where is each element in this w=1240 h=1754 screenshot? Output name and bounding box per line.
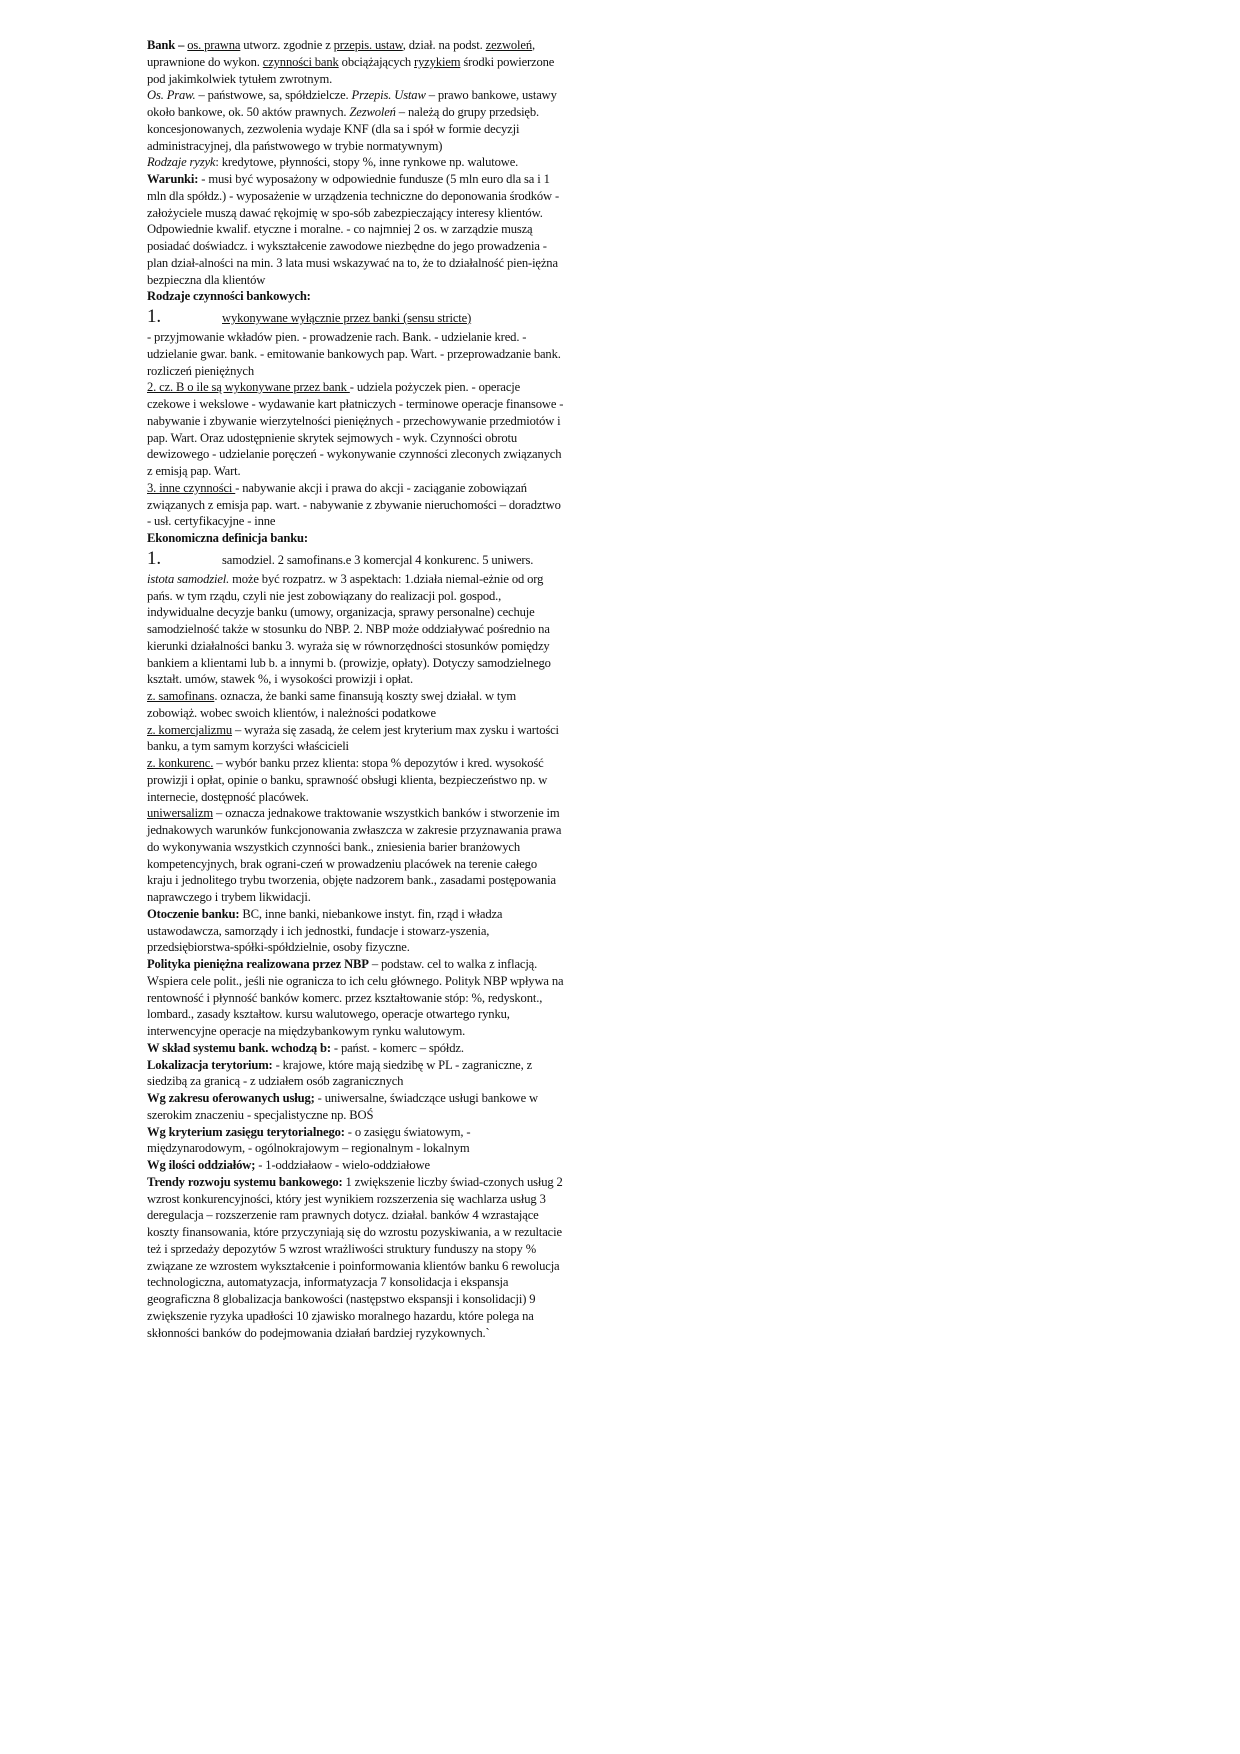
- item-number: 1.: [147, 547, 161, 569]
- underlined-term: czynności bank: [262, 54, 339, 69]
- bold-heading: Wg kryterium zasięgu terytorialnego:: [147, 1124, 345, 1139]
- text-run: – państwowe, sa, spółdzielcze.: [195, 88, 352, 103]
- underlined-term: 3. inne czynności: [147, 480, 236, 495]
- bold-heading: W skład systemu bank. wchodzą b:: [147, 1040, 331, 1055]
- bold-heading: Lokalizacja terytorium:: [147, 1057, 273, 1072]
- legal-forms-paragraph: [147, 87, 565, 154]
- bold-heading: Wg zakresu oferowanych usług;: [147, 1091, 315, 1105]
- term-bank: Bank –: [147, 38, 188, 52]
- underlined-term: zezwoleń: [485, 38, 532, 52]
- risk-types-paragraph: [147, 154, 565, 171]
- commercialism-paragraph: [147, 722, 565, 756]
- text-run: - udziela pożyczek pien. - operacje czekowe i wekslowe - wydawanie kart płatniczych - terminowe operacje finansowe - nabywanie i zbywanie wierzytelności pieniężnych - przechowywanie przedmiotów i pap. Wart. Oraz udostępnienie skrytek sejmowych - wyk. Czynności obrotu dewizowego - udzielanie poręczeń - wykonywanie czynności zleconych związanych z emisją pap. Wart.: [147, 380, 564, 478]
- numbered-item-principles: [147, 547, 565, 571]
- self-financing-paragraph: [147, 688, 565, 722]
- conditions-paragraph: [147, 171, 565, 288]
- text-column: [147, 37, 565, 1341]
- bank-definition: [147, 37, 565, 87]
- underlined-term: ryzykiem: [414, 54, 461, 69]
- bold-heading: Trendy rozwoju systemu bankowego:: [147, 1174, 343, 1189]
- text-run: obciążających: [338, 54, 415, 69]
- underlined-term: z. samofinans: [147, 689, 215, 703]
- text-run: utworz. zgodnie z: [240, 38, 334, 52]
- system-composition-paragraph: [147, 1040, 565, 1057]
- branches-paragraph: [147, 1157, 565, 1174]
- underlined-term: przepis. ustaw: [333, 38, 403, 52]
- strict-activities-list: - przyjmowanie wkładów pien. - prowadzenie rach. Bank. - udzielanie kred. - udzielanie gwar. bank. - emitowanie bankowych pap. Wart. - przeprowadzanie bank. rozliczeń pieniężnych: [147, 330, 561, 378]
- text-run: – wyraża się zasadą, że celem jest kryterium max zysku i wartości banku, a tym samym korzyści właścicieli: [147, 722, 559, 754]
- monetary-policy-paragraph: [147, 956, 565, 1040]
- text-run: BC, inne banki, niebankowe instyt. fin, rząd i władza ustawodawcza, samorządy i ich jednostki, fundacje i stowarz-yszenia, przedsiębiorstwa-spółki-spółdzielnie, osoby fizyczne.: [147, 906, 503, 955]
- italic-term: istota samodziel.: [147, 571, 230, 586]
- text-run: . oznacza, że banki same finansują koszty swej działal. w tym zobowiąż. wobec swoich klientów, i należności podatkowe: [147, 689, 517, 720]
- text-run: - 1-oddziałaow - wielo-oddziałowe: [255, 1158, 430, 1172]
- bold-heading: Wg ilości oddziałów;: [147, 1158, 256, 1172]
- underlined-term: z. konkurenc.: [147, 756, 214, 770]
- location-paragraph: [147, 1057, 565, 1091]
- italic-term: Rodzaje ryzyk: [147, 155, 216, 170]
- independence-paragraph: [147, 571, 565, 688]
- text-run: – oznacza jednakowe traktowanie wszystkich banków i stworzenie im jednakowych warunków funkcjonowania zwłaszcza w zakresie przyznawania prawa do wykonywania wszystkich czynności bank., zniesienia barier branżowych kompetencyjnych, brak ograni-czeń w prowadzeniu placówek na terenie całego kraju i jednolitego trybu tworzenia, objęte nadzorem bank., zasadami postępowania naprawczego i trybem likwidacji.: [147, 806, 562, 904]
- text-run: 1 zwiększenie liczby świad-czonych usług 2 wzrost konkurencyjności, który jest wynikiem rozszerzenia się wachlarza usług 3 deregulacja – rozszerzenie ram prawnych dotycz. działal. banków 4 wzrastające koszty finansowania, które przyczyniają się do wzrostu pozyskiwania, a w rezultacie też i sprzedaży depozytów 5 wzrost wrażliwości struktury funduszy na stopy % związane ze wzrostem wykształcenie i poinformowania klientów banku 6 rewolucja technologiczna, automatyzacja, informatyzacja 7 konsolidacja i ekspansja geograficzna 8 globalizacja bankowości (następstwo ekspansji i konsolidacji) 9 zwiększenie ryzyka upadłości 10 zjawisko moralnego hazardu, które polega na skłonności banków do podejmowania działań bardziej ryzykownych.`: [147, 1174, 563, 1340]
- text-run: - nabywanie akcji i prawa do akcji - zaciąganie zobowiązań związanych z emisja pap. wart. - nabywanie z zbywanie nieruchomości – doradztwo - usł. certyfikacyjne - inne: [147, 480, 561, 529]
- competition-paragraph: [147, 755, 565, 805]
- underlined-term: z. komercjalizmu: [147, 722, 233, 737]
- text-run: : kredytowe, płynności, stopy %, inne rynkowe np. walutowe.: [215, 155, 519, 170]
- text-run: – podstaw. cel to walka z inflacją. Wspiera cele polit., jeśli nie ogranicza to ich celu głównego. Polityk NBP wpływa na rentowność i płynność banków komerc. przez kształtowanie stóp: %, redyskont., lombard., zasady kształtow. kursu walutowego, operacje otwartego rynku, interwencyjne operacje na międzybankowym rynku walutowym.: [147, 957, 564, 1038]
- text-run: - krajowe, które mają siedzibę w PL - zagraniczne, z siedzibą za granicą - z udziałem osób zagranicznych: [147, 1057, 533, 1089]
- universalism-paragraph: [147, 805, 565, 906]
- environment-paragraph: [147, 906, 565, 956]
- underlined-term: os. prawna: [187, 38, 241, 52]
- section-heading-activities: Rodzaje czynności bankowych:: [147, 289, 311, 304]
- text-run: - państ. - komerc – spółdz.: [330, 1040, 464, 1055]
- territorial-range-paragraph: [147, 1124, 565, 1158]
- bold-heading: Otoczenie banku:: [147, 906, 240, 921]
- italic-term: Zezwoleń: [349, 105, 396, 119]
- other-activities: [147, 480, 565, 530]
- italic-term: Os. Praw.: [147, 88, 196, 103]
- text-run: środki powierzone pod jakimkolwiek tytułem zwrotnym.: [147, 54, 555, 86]
- services-scope-paragraph: [147, 1090, 565, 1124]
- item-number: 1.: [147, 306, 161, 327]
- text-run: - musi być wyposażony w odpowiednie fundusze (5 mln euro dla sa i 1 mln dla spółdz.) - wyposażenie w urządzenia techniczne do deponowania środków - założyciele muszą dawać rękojmię w spo-sób zabezpieczający interesy klientów. Odpowiednie kwalif. etyczne i moralne. - co najmniej 2 os. w zarządzie muszą posiadać doświadcz. i wykształcenie zawodowe niezbędne do jego prowadzenia - plan dział-alności na min. 3 lata musi wskazywać na to, że to działalność pien-iężna bezpieczna dla klientów: [147, 172, 559, 287]
- numbered-item-1: [147, 305, 565, 329]
- underlined-term: uniwersalizm: [147, 806, 214, 821]
- italic-term: Przepis. Ustaw: [351, 88, 426, 103]
- bold-heading: Polityka pieniężna realizowana przez NBP: [147, 957, 369, 971]
- text-run: samodziel. 2 samofinans.e 3 komercjal 4 konkurenc. 5 uniwers.: [222, 552, 534, 567]
- trends-paragraph: [147, 1174, 565, 1342]
- text-run: – wybór banku przez klienta: stopa % depozytów i kred. wysokość prowizji i opłat, opinie o banku, sprawność obsługi klienta, bezpieczeństwo np. w internecie, dostępność placówek.: [147, 756, 548, 804]
- section-heading-economic-definition: Ekonomiczna definicja banku:: [147, 531, 308, 545]
- bold-heading: Warunki:: [147, 172, 199, 186]
- text-run: - uniwersalne, świadczące usługi bankowe w szerokim znaczeniu - specjalistyczne np. BOŚ: [147, 1091, 538, 1122]
- text-run: , dział. na podst.: [402, 38, 486, 52]
- text-run: , uprawnione do wykon.: [147, 38, 535, 69]
- text-run: – należą do grupy przedsięb. koncesjonowanych, zezwolenia wydaje KNF (dla sa i spół w formie decyzji administracyjnej, dla państwowego w trybie normatywnym): [147, 105, 540, 153]
- group-b-activities: [147, 379, 565, 480]
- underlined-term: wykonywane wyłącznie przez banki (sensu stricte): [222, 311, 472, 325]
- underlined-term: 2. cz. B o ile są wykonywane przez bank: [147, 380, 350, 395]
- text-run: – prawo bankowe, ustawy około bankowe, ok. 50 aktów prawnych.: [147, 88, 557, 119]
- text-run: - o zasięgu światowym, - międzynarodowym, - ogólnokrajowym – regionalnym - lokalnym: [147, 1124, 471, 1156]
- text-run: może być rozpatrz. w 3 aspektach: 1.działa niemal-eżnie od org pańs. w tym rządu, czyli nie jest zobowiązany do realizacji pol. gospod., indywidualne decyzje banku (umowy, organizacja, sprawy personalne) cechuje samodzielność także w stosunku do NBP. 2. NBP może oddziaływać pośrednio na kierunki działalności banku 3. wyraża się w równorzędności stosunków pomiędzy bankiem a klientami lub b. a innymi b. (prowizje, opłaty). Dotyczy samodzielnego kształt. umów, stawek %, i wysokości prowizji i opłat.: [147, 571, 551, 687]
